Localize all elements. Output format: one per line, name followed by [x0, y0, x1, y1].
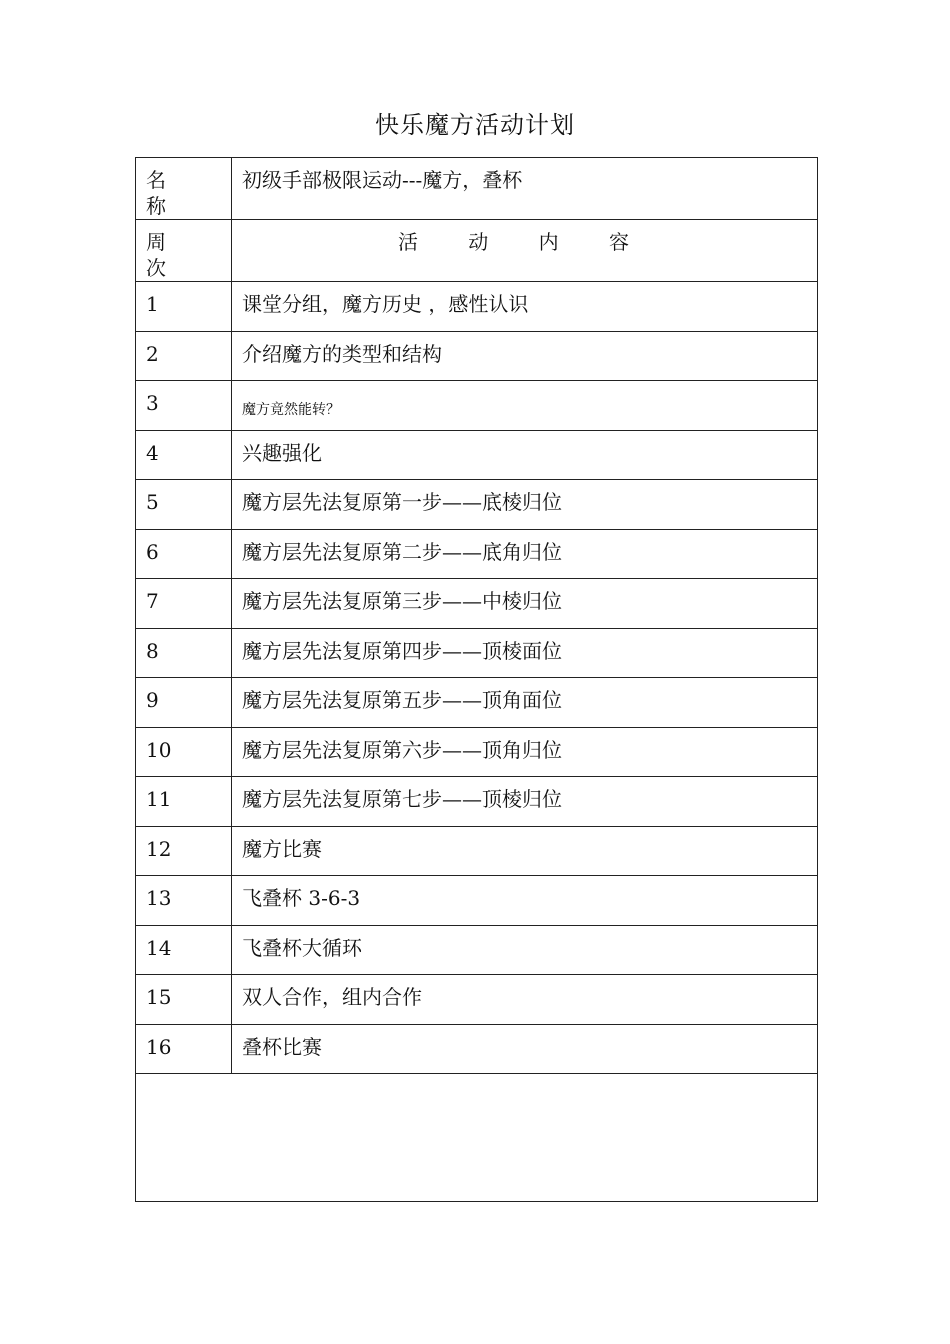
activity-content: 魔方层先法复原第五步——顶角面位 — [232, 678, 818, 728]
table-row — [136, 925, 818, 975]
week-number: 1 — [136, 282, 232, 332]
activity-content: 魔方层先法复原第七步——顶棱归位 — [232, 777, 818, 827]
activity-content: 魔方层先法复原第四步——顶棱面位 — [232, 628, 818, 678]
table-row — [136, 628, 818, 678]
week-number: 7 — [136, 579, 232, 629]
activity-content: 魔方层先法复原第二步——底角归位 — [232, 529, 818, 579]
week-number: 13 — [136, 876, 232, 926]
table-row — [136, 430, 818, 480]
activity-content: 兴趣强化 — [232, 430, 818, 480]
document-title: 快乐魔方活动计划 — [375, 111, 575, 139]
table-row — [136, 579, 818, 629]
table-row — [136, 282, 818, 332]
week-number: 6 — [136, 529, 232, 579]
activity-content: 飞叠杯 3-6-3 — [232, 876, 818, 926]
activity-content: 魔方层先法复原第六步——顶角归位 — [232, 727, 818, 777]
activity-content: 课堂分组，魔方历史 ，感性认识 — [232, 282, 818, 332]
table-row — [136, 529, 818, 579]
week-number: 2 — [136, 331, 232, 381]
name-value: 初级手部极限运动---魔方，叠杯 — [232, 158, 818, 220]
table-row — [136, 826, 818, 876]
table-row — [136, 975, 818, 1025]
week-number: 10 — [136, 727, 232, 777]
content-column-header: 活 动 内 容 — [232, 220, 818, 282]
week-number: 3 — [136, 381, 232, 431]
activity-content: 介绍魔方的类型和结构 — [232, 331, 818, 381]
activity-content: 飞叠杯大循环 — [232, 925, 818, 975]
week-number: 5 — [136, 480, 232, 530]
table-row — [136, 381, 818, 431]
week-number: 4 — [136, 430, 232, 480]
table-row — [136, 1024, 818, 1074]
name-row — [136, 158, 818, 220]
blank-notes-row — [136, 1074, 818, 1202]
table-row — [136, 876, 818, 926]
table-row — [136, 678, 818, 728]
week-number: 15 — [136, 975, 232, 1025]
activity-content: 魔方层先法复原第三步——中棱归位 — [232, 579, 818, 629]
activity-content: 叠杯比赛 — [232, 1024, 818, 1074]
table-row — [136, 331, 818, 381]
week-number: 12 — [136, 826, 232, 876]
activity-content: 魔方竟然能转？ — [232, 381, 818, 431]
week-number: 9 — [136, 678, 232, 728]
activity-content: 魔方比赛 — [232, 826, 818, 876]
table-row — [136, 480, 818, 530]
week-column-header: 周 次 — [136, 220, 232, 282]
activity-content: 魔方层先法复原第一步——底棱归位 — [232, 480, 818, 530]
activity-content: 双人合作，组内合作 — [232, 975, 818, 1025]
activity-plan-table — [135, 157, 818, 1202]
name-label: 名 称 — [136, 158, 232, 220]
week-number: 14 — [136, 925, 232, 975]
table-row — [136, 727, 818, 777]
week-number: 8 — [136, 628, 232, 678]
week-number: 11 — [136, 777, 232, 827]
table-row — [136, 777, 818, 827]
header-row — [136, 220, 818, 282]
blank-notes-cell — [136, 1074, 818, 1202]
week-number: 16 — [136, 1024, 232, 1074]
